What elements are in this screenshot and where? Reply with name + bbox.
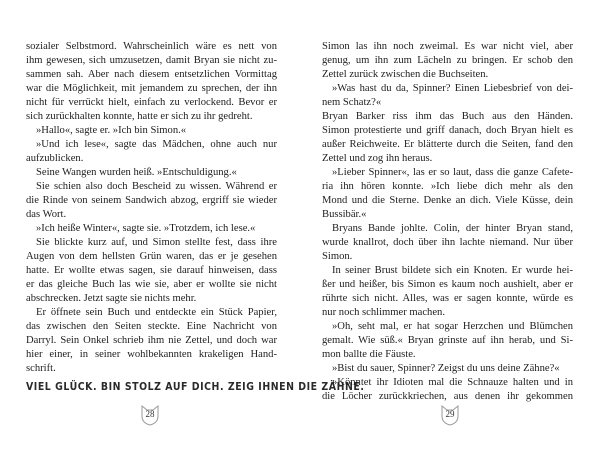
text-line: wurde knallrot, doch über ihn lachte niemand. Nur über (322, 237, 573, 248)
text-line: hier einer, in seiner wohlbekannten krakeligen Hand- (26, 349, 277, 360)
text-line: sammen sah. Aber nach diesem entsetzlichen Vormittag (26, 69, 277, 80)
text-line: Sie blickte kurz auf, und Simon stellte fest, dass ihre (36, 237, 277, 248)
text-line: Zettel und zog ihn heraus. (322, 153, 433, 164)
text-line: Augen von dem hellsten Grün waren, das er je gesehen (26, 251, 277, 262)
text-line: Sie schien also doch Bescheid zu wissen. Während er (36, 181, 277, 192)
text-line: Simon protestierte und griff danach, doch Bryan hielt es (322, 125, 573, 136)
text-line: Simon. (322, 251, 353, 262)
text-line: »Was hast du da, Spinner? Einen Liebesbrief von dei- (332, 83, 573, 94)
text-line: rührte sich nicht. Alles, was er sagen konnte, würde es (322, 293, 573, 304)
page-number-right (439, 404, 461, 426)
text-line: er das gleiche Buch las wie sie, aber er wollte sie nicht (26, 279, 277, 290)
text-line: das zwischen den Seiten steckte. Eine Nachricht von (26, 321, 277, 332)
text-line: Bryan Barker riss ihm das Buch aus den Händen. (322, 111, 573, 122)
handwritten-note: VIEL GLÜCK. BIN STOLZ AUF DICH. ZEIG IHNEN DIE ZÄHNE. (26, 382, 365, 393)
page-number-left (139, 404, 161, 426)
text-line: Bussibär.« (322, 209, 367, 220)
text-line: ßer und heißer, bis Simon es kaum noch aushielt, aber er (322, 279, 573, 290)
text-line: Mond und die Sterne. Denke an dich. Viele Küsse, dein (322, 195, 573, 206)
text-line: nicht für verrückt hielt, einfach zu verlockend. Bevor er (26, 97, 277, 108)
text-line: »Könntet ihr Idioten mal die Schnauze halten und in (332, 377, 573, 388)
text-line: nem Schatz?« (322, 97, 382, 108)
text-line: schrift. (26, 363, 56, 374)
text-line: »Ich heiße Winter«, sagte sie. »Trotzdem, ich lese.« (36, 223, 256, 234)
text-line: sich zurückhalten konnte, hatte er sich zu ihr gedreht. (26, 111, 253, 122)
page-number: 28 (145, 409, 155, 419)
text-line: genug, um ihn zum Lächeln zu bringen. Er schob den (322, 55, 573, 66)
text-line: »Bist du sauer, Spinner? Zeigst du uns deine Zähne?« (332, 363, 560, 374)
text-line: ihm gewesen, sich umzusetzen, damit Bryan sie nicht zu- (26, 55, 277, 66)
text-line: Zettel zurück zwischen die Buchseiten. (322, 69, 489, 80)
text-line: mon ballte die Fäuste. (322, 349, 416, 360)
text-line: nur noch schlimmer machen. (322, 307, 445, 318)
text-line: Simon las ihn noch zweimal. Es war nicht viel, aber (322, 41, 573, 52)
text-line: sozialer Selbstmord. Wahrscheinlich wäre es nett von (26, 41, 277, 52)
text-line: außer Reichweite. Er blätterte durch die Seiten, fand den (322, 139, 573, 150)
text-line: Er öffnete sein Buch und entdeckte ein Stück Papier, (36, 307, 277, 318)
text-line: Seine Wangen wurden heiß. »Entschuldigung.« (36, 167, 237, 178)
text-line: die Löcher zurückkriechen, aus denen ihr gekommen (322, 391, 573, 402)
text-line: die Rinde von seinem Sandwich abzog, ergriff sie wieder (26, 195, 277, 206)
text-line: abschrecken. Jetzt sagte sie nichts mehr. (26, 293, 197, 304)
text-line: aufzublicken. (26, 153, 84, 164)
text-line: »Lieber Spinner«, las er so laut, dass die ganze Cafete- (332, 167, 573, 178)
text-line: hatte. Er wollte etwas sagen, sie darauf hinweisen, dass (26, 265, 277, 276)
text-line: das Wort. (26, 209, 67, 220)
page-number: 29 (445, 409, 455, 419)
text-line: »Oh, seht mal, er hat sogar Herzchen und Blümchen (332, 321, 573, 332)
text-line: war die Möglichkeit, mit jemandem zu sprechen, der ihn (26, 83, 277, 94)
text-line: gemalt. Wie süß.« Bryan grinste auf ihn herab, und Si- (322, 335, 573, 346)
text-line: »Und ich lese«, sagte das Mädchen, ohne auch nur (36, 139, 277, 150)
text-line: »Hallo«, sagte er. »Ich bin Simon.« (36, 125, 187, 136)
text-line: Darryl. Sein Onkel schrieb ihm nie Zettel, und doch war (26, 335, 277, 346)
text-line: Bryans Bande johlte. Colin, der hinter Bryan stand, (332, 223, 573, 234)
text-line: In seiner Brust bildete sich ein Knoten. Er wurde hei- (332, 265, 573, 276)
text-line: ria ihn hören konnte. »Ich liebe dich mehr als den (322, 181, 573, 192)
right-page (322, 40, 573, 456)
